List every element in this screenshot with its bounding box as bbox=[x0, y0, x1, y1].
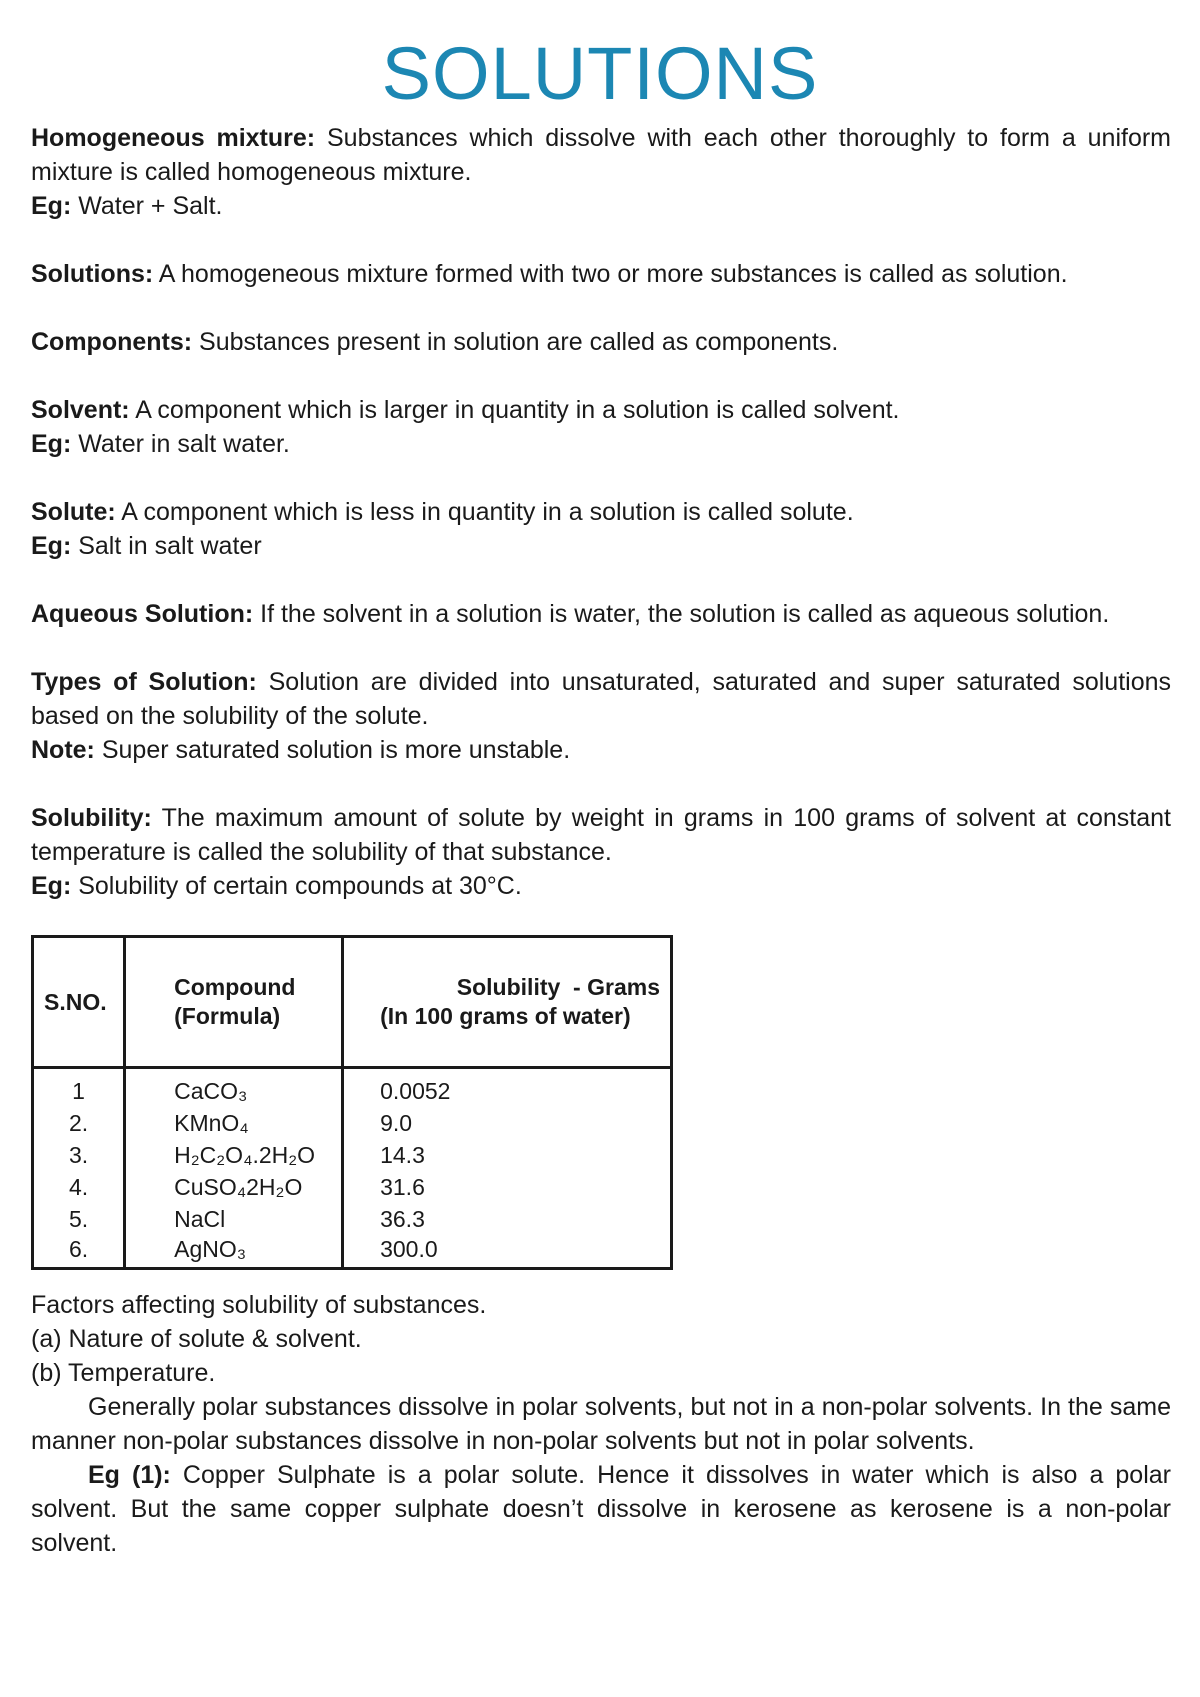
term-eg: Eg: bbox=[31, 192, 72, 220]
text-solvent: A component which is larger in quantity in a solution is called solvent. bbox=[129, 396, 900, 424]
term-solubility: Solubility: bbox=[31, 804, 152, 832]
text-note: Super saturated solution is more unstable. bbox=[94, 736, 571, 764]
table-header-row bbox=[33, 937, 672, 1068]
term-solute: Solute: bbox=[31, 498, 116, 526]
text-homogeneous: Substances which dissolve with each other thoroughly to form a uniform mixture is called homogeneous mixture. bbox=[31, 124, 1172, 186]
cell-value: 31.6 bbox=[343, 1171, 672, 1203]
cell-formula: NaCl bbox=[125, 1203, 343, 1235]
solubility-table bbox=[31, 935, 673, 1270]
term-aqueous: Aqueous Solution: bbox=[31, 600, 254, 628]
term-solutions: Solutions: bbox=[31, 260, 154, 288]
cell-sno: 6. bbox=[68, 1236, 89, 1262]
def-solubility bbox=[31, 801, 1171, 869]
term-eg: Eg: bbox=[31, 430, 72, 458]
term-example-1: Eg (1): bbox=[88, 1461, 171, 1489]
cell-formula: CuSO₄2H₂O bbox=[125, 1171, 343, 1203]
table-row bbox=[33, 1171, 672, 1203]
text-solutions: A homogeneous mixture formed with two or more substances is called as solution. bbox=[153, 260, 1068, 288]
header-solubility-line2: (In 100 grams of water) bbox=[380, 1003, 631, 1029]
text-solute: A component which is less in quantity in a solution is called solute. bbox=[115, 498, 854, 526]
note bbox=[31, 733, 1171, 767]
document-body bbox=[31, 121, 1171, 1560]
eg-solubility bbox=[31, 869, 1171, 903]
text-eg: Water in salt water. bbox=[71, 430, 290, 458]
cell-sno: 5. bbox=[68, 1206, 89, 1232]
cell-sno: 1 bbox=[72, 1078, 85, 1104]
cell-value: 0.0052 bbox=[343, 1068, 672, 1108]
def-types bbox=[31, 665, 1171, 733]
text-eg: Water + Salt. bbox=[71, 192, 223, 220]
page-title: SOLUTIONS bbox=[381, 32, 819, 115]
cell-formula: AgNO₃ bbox=[125, 1235, 343, 1269]
cell-formula: CaCO₃ bbox=[125, 1068, 343, 1108]
factor-a: (a) Nature of solute & solvent. bbox=[31, 1325, 362, 1353]
def-solutions bbox=[31, 257, 1171, 291]
header-compound bbox=[125, 937, 343, 1068]
cell-sno: 2. bbox=[68, 1110, 89, 1136]
header-solubility-line1: Solubility - Grams bbox=[456, 974, 660, 1000]
cell-formula: KMnO₄ bbox=[125, 1107, 343, 1139]
cell-value: 36.3 bbox=[343, 1203, 672, 1235]
term-eg: Eg: bbox=[31, 872, 72, 900]
def-solute bbox=[31, 495, 1171, 529]
term-solvent: Solvent: bbox=[31, 396, 130, 424]
def-aqueous bbox=[31, 597, 1171, 631]
text-types: Solution are divided into unsaturated, saturated and super saturated solutions based on the solubility of the solute. bbox=[31, 668, 1171, 730]
table-row bbox=[33, 1203, 672, 1235]
text-components: Substances present in solution are called as components. bbox=[192, 328, 839, 356]
text-example-1: Copper Sulphate is a polar solute. Hence it dissolves in water which is also a polar solvent. But the same copper sulphate doesn’t dissolve in kerosene as kerosene is a non-polar solvent. bbox=[31, 1461, 1171, 1557]
cell-value: 300.0 bbox=[343, 1235, 672, 1269]
term-types: Types of Solution: bbox=[31, 668, 257, 696]
term-eg: Eg: bbox=[31, 532, 72, 560]
header-compound-line2: (Formula) bbox=[174, 1003, 281, 1029]
eg-solute bbox=[31, 529, 1171, 563]
factor-b: (b) Temperature. bbox=[31, 1359, 216, 1387]
term-components: Components: bbox=[31, 328, 193, 356]
table-row bbox=[33, 1068, 672, 1108]
eg-solvent bbox=[31, 427, 1171, 461]
header-sno: S.NO. bbox=[33, 937, 125, 1068]
cell-value: 9.0 bbox=[343, 1107, 672, 1139]
text-aqueous: If the solvent in a solution is water, the solution is called as aqueous solution. bbox=[253, 600, 1110, 628]
def-homogeneous bbox=[31, 121, 1171, 189]
example-1 bbox=[31, 1458, 1171, 1560]
cell-value: 14.3 bbox=[343, 1139, 672, 1171]
header-compound-line1: Compound bbox=[174, 974, 296, 1000]
header-solubility bbox=[343, 937, 672, 1068]
def-components bbox=[31, 325, 1171, 359]
term-homogeneous: Homogeneous mixture: bbox=[31, 124, 316, 152]
eg-homogeneous bbox=[31, 189, 1171, 223]
cell-sno: 4. bbox=[68, 1174, 89, 1200]
table-row bbox=[33, 1107, 672, 1139]
text-eg: Solubility of certain compounds at 30°C. bbox=[71, 872, 522, 900]
def-solvent bbox=[31, 393, 1171, 427]
table-row bbox=[33, 1139, 672, 1171]
term-note: Note: bbox=[31, 736, 95, 764]
paragraph-polar: Generally polar substances dissolve in polar solvents, but not in a non-polar solvents. In the same manner non-polar substances dissolve in non-polar solvents but not in polar solvents. bbox=[31, 1393, 1171, 1455]
text-solubility: The maximum amount of solute by weight in grams in 100 grams of solvent at constant temperature is called the solubility of that substance. bbox=[31, 804, 1171, 866]
cell-sno: 3. bbox=[68, 1142, 89, 1168]
factors-heading: Factors affecting solubility of substances. bbox=[31, 1291, 487, 1319]
cell-formula: H₂C₂O₄.2H₂O bbox=[125, 1139, 343, 1171]
text-eg: Salt in salt water bbox=[71, 532, 262, 560]
table-row bbox=[33, 1235, 672, 1269]
